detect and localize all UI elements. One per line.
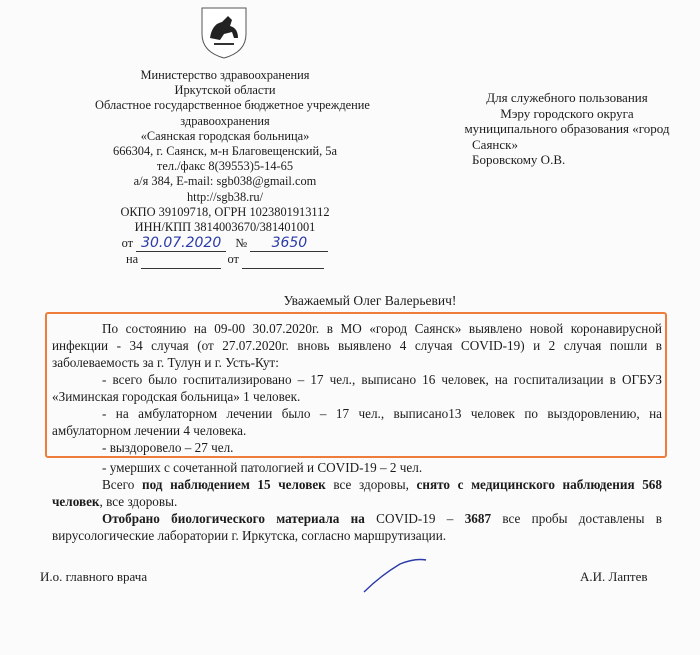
paragraph: - на амбулаторном лечении было – 17 чел., выписано13 человек по выздоровлению, на амбулаторном лечении 4 человека. bbox=[52, 406, 662, 438]
header-line: Иркутской области bbox=[174, 83, 276, 98]
number-label: № bbox=[235, 236, 248, 251]
reply-to-label: на bbox=[125, 252, 139, 267]
greeting: Уважаемый Олег Валерьевич! bbox=[283, 293, 457, 308]
text: все пробы доставлены в вирусологические лаборатории г. Иркутска, согласно маршрутизации. bbox=[52, 511, 662, 543]
coat-of-arms-icon bbox=[198, 4, 250, 60]
header-line: Министерство здравоохранения bbox=[140, 68, 310, 82]
reply-date-label: от bbox=[227, 252, 239, 267]
addressee-line: Саянск» bbox=[472, 136, 518, 152]
header-line: тел./факс 8(39553)5-14-65 bbox=[156, 159, 294, 174]
paragraph bbox=[52, 510, 662, 544]
text: Всего bbox=[102, 477, 142, 492]
header-line: 666304, г. Саянск, м-н Благовещенский, 5а bbox=[113, 144, 337, 159]
addressee-line: Боровскому О.В. bbox=[472, 152, 566, 167]
addressee-line: Для служебного пользования bbox=[486, 90, 648, 105]
blank-line bbox=[141, 252, 221, 268]
document-date: 30.07.2020 bbox=[136, 236, 226, 252]
addressee-block bbox=[462, 90, 672, 168]
text: снято с медицинского наблюдения 568 человек bbox=[52, 477, 662, 509]
header-line: а/я 384, E-mail: sgb038@gmail.com bbox=[133, 174, 317, 189]
text: все здоровы, bbox=[325, 477, 417, 492]
text: под наблюдением 15 человек bbox=[141, 477, 326, 492]
paragraph: По состоянию на 09-00 30.07.2020г. в МО «город Саянск» выявлено новой коронавирусной инфекции - 34 случая (от 27.07.2020г. вновь выявлено 4 случая COVID-19) и 2 случая пошли в заболеваемость за г. Тулун и г. Усть-Кут: bbox=[52, 321, 662, 370]
header-line: ИНН/КПП 3814003670/381401001 bbox=[134, 220, 316, 235]
signer-name: А.И. Лаптев bbox=[580, 569, 648, 584]
text: Отобрано биологического материала на bbox=[102, 511, 365, 526]
header-line: http://sgb38.ru/ bbox=[186, 189, 264, 204]
paragraph: - умерших с сочетанной патологией и COVID-19 – 2 чел. bbox=[102, 460, 423, 475]
blank-line bbox=[242, 252, 324, 268]
addressee-line: муниципального образования «город bbox=[464, 121, 670, 136]
paragraph bbox=[52, 476, 662, 510]
header-line: «Саянская городская больница» bbox=[140, 128, 310, 143]
letter-body bbox=[52, 320, 662, 544]
text: COVID-19 – bbox=[364, 511, 465, 526]
handwritten-signature bbox=[360, 556, 430, 596]
text: , все здоровы. bbox=[99, 494, 178, 509]
sender-header bbox=[95, 68, 370, 269]
text: 3687 bbox=[464, 511, 492, 526]
paragraph: - выздоровело – 27 чел. bbox=[102, 440, 234, 455]
header-line: ОКПО 39109718, ОГРН 1023801913112 bbox=[120, 204, 330, 219]
header-line: Областное государственное бюджетное учреждение bbox=[95, 98, 370, 113]
header-line: здравоохранения bbox=[180, 113, 270, 128]
paragraph: - всего было госпитализировано – 17 чел., выписано 16 человек, на госпитализации в ОГБУЗ «Зиминская городская больница» 1 человек. bbox=[52, 372, 662, 404]
addressee-line: Мэру городского округа bbox=[500, 105, 634, 121]
document-number: 3650 bbox=[250, 236, 328, 252]
date-label: от bbox=[121, 236, 134, 251]
signer-position: И.о. главного врача bbox=[40, 569, 148, 584]
